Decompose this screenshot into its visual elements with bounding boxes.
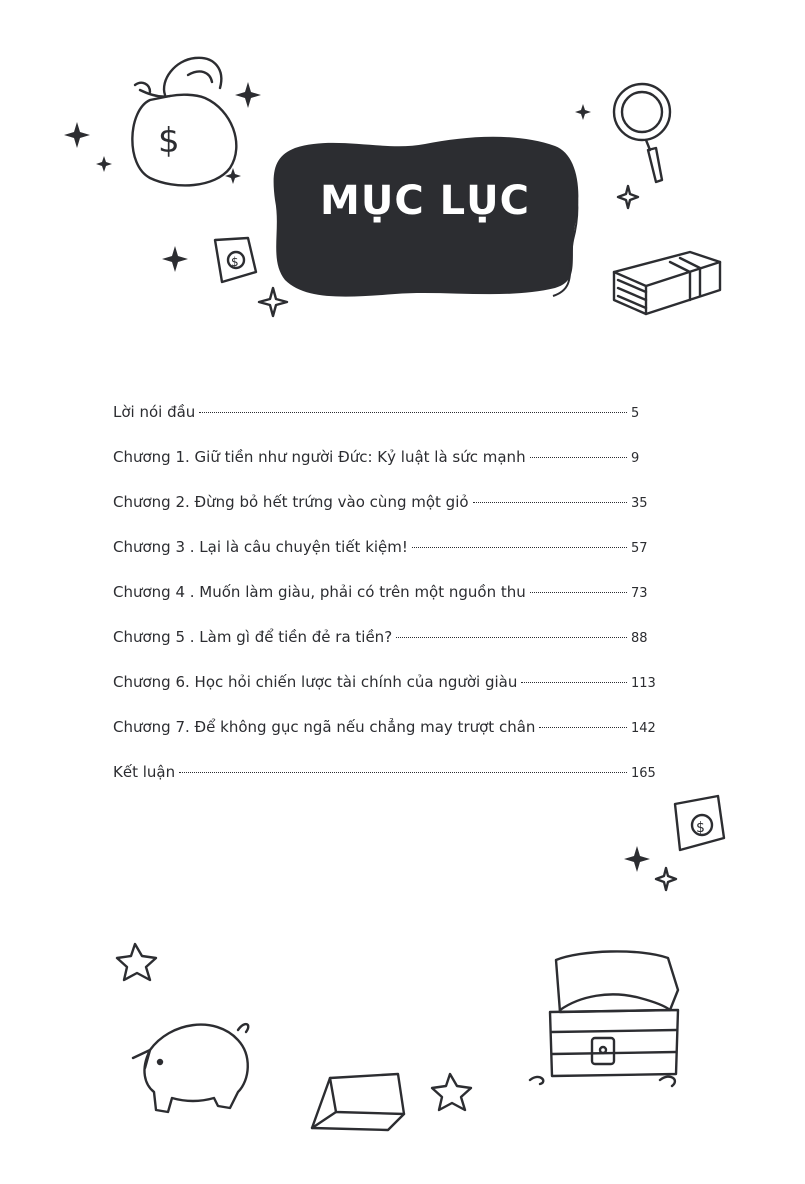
toc-entry[interactable]	[113, 403, 653, 448]
toc-entry[interactable]	[113, 538, 653, 583]
toc-entry-page: 9	[631, 451, 640, 466]
toc-leader-dots	[530, 457, 627, 458]
toc-entry-title: Chương 7. Để không gục ngã nếu chẳng may trượt chân	[113, 718, 536, 736]
toc-leader-dots	[530, 592, 627, 593]
toc-entry[interactable]	[113, 718, 656, 763]
svg-text:$: $	[158, 121, 180, 161]
toc-entry-page: 142	[631, 721, 656, 736]
svg-text:$: $	[231, 255, 239, 269]
banknote-icon	[675, 796, 724, 850]
cash-stack-icon	[614, 252, 720, 314]
toc-entry-title: Chương 1. Giữ tiền như người Đức: Kỷ luật là sức mạnh	[113, 448, 526, 466]
toc-entry-title: Chương 2. Đừng bỏ hết trứng vào cùng một giỏ	[113, 493, 469, 511]
toc-entry-title: Chương 6. Học hỏi chiến lược tài chính của người giàu	[113, 673, 518, 691]
page-title: MỤC LỤC	[320, 178, 530, 224]
magnifier-icon	[614, 84, 670, 182]
toc-leader-dots	[396, 637, 627, 638]
toc-entry-page: 113	[631, 676, 656, 691]
toc-leader-dots	[199, 412, 627, 413]
toc-leader-dots	[412, 547, 627, 548]
toc-entry-title: Kết luận	[113, 763, 176, 781]
toc-leader-dots	[473, 502, 627, 503]
toc-entry-page: 165	[631, 766, 656, 781]
toc-entry-page: 88	[631, 631, 648, 646]
toc-entry[interactable]	[113, 763, 656, 808]
toc-leader-dots	[521, 682, 627, 683]
banknote-icon	[215, 238, 256, 282]
toc-entry-page: 57	[631, 541, 648, 556]
toc-entry-title: Chương 4 . Muốn làm giàu, phải có trên một nguồn thu	[113, 583, 526, 601]
toc-entry-title: Lời nói đầu	[113, 403, 196, 421]
toc-entry-title: Chương 5 . Làm gì để tiền đẻ ra tiền?	[113, 628, 393, 646]
svg-text:$: $	[696, 820, 705, 836]
toc-entry-page: 35	[631, 496, 648, 511]
toc-entry-page: 73	[631, 586, 648, 601]
toc-leader-dots	[539, 727, 627, 728]
toc-entry[interactable]	[113, 628, 653, 673]
piggy-bank-icon	[133, 1024, 248, 1112]
toc-leader-dots	[179, 772, 627, 773]
star-icon	[117, 944, 471, 1110]
money-bag-icon	[132, 58, 236, 186]
toc-entry[interactable]	[113, 448, 653, 493]
gold-bar-icon	[312, 1074, 404, 1130]
toc-entry[interactable]	[113, 583, 653, 628]
toc-entry[interactable]	[113, 673, 656, 718]
toc-entry-page: 5	[631, 406, 640, 421]
toc-entry-title: Chương 3 . Lại là câu chuyện tiết kiệm!	[113, 538, 408, 556]
table-of-contents	[113, 403, 656, 808]
toc-entry[interactable]	[113, 493, 653, 538]
treasure-chest-icon	[530, 951, 678, 1086]
